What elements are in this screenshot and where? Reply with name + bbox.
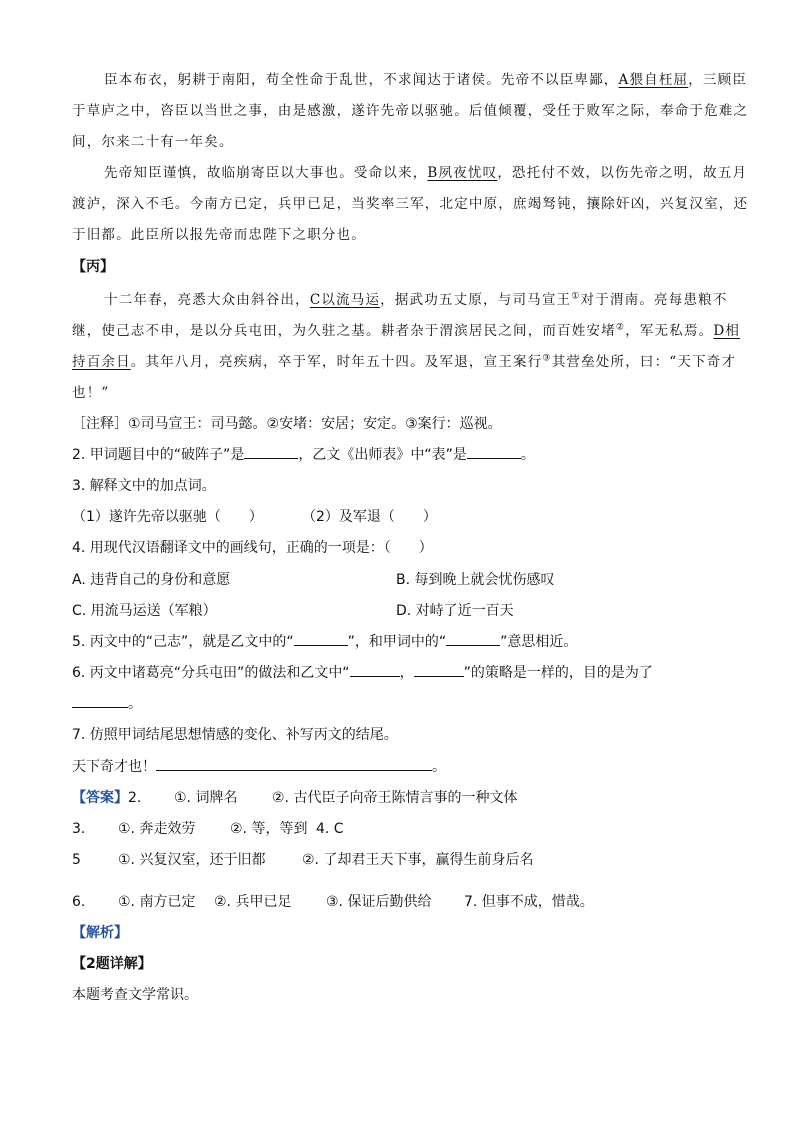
answer-blank xyxy=(294,633,348,646)
text: ，据武功五丈原，与司马宣王 xyxy=(380,292,572,308)
underlined-sentence-b: B夙夜忧叹 xyxy=(427,165,498,181)
text: 。其年八月，亮疾病，卒于军，时年五十四。及军退，宣王案行 xyxy=(130,354,543,370)
answer-row-1 xyxy=(72,787,517,807)
text: ， xyxy=(399,665,414,681)
text: 4. C xyxy=(316,821,344,837)
text: 十二年春，亮悉大众由斜谷出， xyxy=(104,292,310,308)
section-bing-heading: 【丙】 xyxy=(72,259,114,275)
text: ②. 等，等到 xyxy=(230,821,308,837)
text: ”意思相近。 xyxy=(500,634,578,650)
passage-yi-line: 渡泸，深入不毛。今南方已定，兵甲已足，当奖率三军，北定中原，庶竭驽钝，攘除奸凶，兴复汉室，还 xyxy=(72,196,749,212)
option-b: B. 每到晚上就会忧伤感叹 xyxy=(396,572,555,588)
text: 。 xyxy=(128,696,142,712)
underlined-sentence-a: A猥自枉屈 xyxy=(618,72,689,88)
question-4: 4. 用现代汉语翻译文中的画线句，正确的一项是：（ ） xyxy=(72,540,433,556)
text: ，军无私焉。 xyxy=(625,323,714,339)
passage-yi-line: 间，尔来二十有一年矣。 xyxy=(72,134,234,150)
text: 5. 丙文中的“己志”，就是乙文中的“ xyxy=(72,634,294,650)
text: ①. 南方已定 xyxy=(118,894,196,910)
answer-blank xyxy=(446,633,500,646)
passage-yi-line xyxy=(104,68,747,88)
answer-blank xyxy=(467,446,521,459)
question-7-answer-line xyxy=(72,756,446,776)
text: 天下奇才也！ xyxy=(72,759,156,775)
passage-yi-line xyxy=(104,161,747,181)
option-a: A. 违背自己的身份和意愿 xyxy=(72,572,231,588)
text: ②. 了却君王天下事，赢得生前身后名 xyxy=(302,852,534,868)
question-5 xyxy=(72,631,577,651)
detail-label: 【2题详解】 xyxy=(72,956,152,972)
underlined-sentence-d-cont: 持百余日 xyxy=(72,354,131,370)
text: ，三顾臣 xyxy=(688,72,748,88)
answer-blank xyxy=(72,695,128,708)
text: ”的策略是一样的，目的是为了 xyxy=(463,665,653,681)
answer-row-4 xyxy=(72,891,594,911)
answer-label: 【答案】 xyxy=(72,790,128,806)
text: ”，和甲词中的“ xyxy=(347,634,447,650)
text: ①. 奔走效劳 xyxy=(118,821,196,837)
text: 臣本布衣，躬耕于南阳，苟全性命于乱世，不求闻达于诸侯。先帝不以臣卑鄙， xyxy=(104,72,619,88)
note-marker: ② xyxy=(615,322,626,333)
annotation-notes: ［注释］①司马宣王：司马懿。②安堵：安居；安定。③案行：巡视。 xyxy=(72,416,502,432)
option-d: D. 对峙了近一百天 xyxy=(396,603,514,619)
answer-blank xyxy=(350,664,400,677)
question-6 xyxy=(72,662,653,682)
text: ，乙文《出师表》中“表”是 xyxy=(298,447,467,463)
passage-bing-line: 也！” xyxy=(72,385,110,401)
note-marker: ③ xyxy=(542,353,552,364)
text: 其营垒处所，曰：“天下奇才 xyxy=(551,354,737,370)
text: 对于渭南。亮每患粮不 xyxy=(580,292,728,308)
text: 3. xyxy=(72,821,86,837)
answer-blank xyxy=(414,664,464,677)
text: 。 xyxy=(432,759,446,775)
text: 先帝知臣谨慎，故临崩寄臣以大事也。受命以来， xyxy=(104,165,428,181)
text: 6. xyxy=(72,894,86,910)
analysis-label: 【解析】 xyxy=(72,925,128,941)
text: ②. 古代臣子向帝王陈情言事的一种文体 xyxy=(272,790,518,806)
underlined-sentence-d: D相 xyxy=(713,323,741,339)
question-3-item-1: （1）遂许先帝以驱驰（ ） xyxy=(72,509,263,525)
answer-row-3 xyxy=(72,849,533,869)
question-3-item-2: （2）及军退（ ） xyxy=(302,509,437,525)
question-6-cont xyxy=(72,693,142,713)
text: 2. xyxy=(128,790,142,806)
text: ③. 保证后勤供给 xyxy=(326,894,432,910)
question-2 xyxy=(72,444,535,464)
detail-text: 本题考查文学常识。 xyxy=(72,987,198,1003)
passage-bing-line xyxy=(72,319,740,339)
note-marker: ① xyxy=(571,291,581,302)
passage-yi-line: 于草庐之中，咨臣以当世之事，由是感激，遂许先帝以驱驰。后值倾覆，受任于败军之际，奉命于危难之 xyxy=(72,103,749,119)
answer-blank xyxy=(156,758,432,771)
text: ，恐托付不效，以伤先帝之明，故五月 xyxy=(497,165,748,181)
option-c: C. 用流马运送（军粮） xyxy=(72,603,217,619)
passage-yi-line: 于旧都。此臣所以报先帝而忠陛下之职分也。 xyxy=(72,227,366,243)
text: 7. 但事不成，惜哉。 xyxy=(464,894,594,910)
text: 2. 甲词题目中的“破阵子”是 xyxy=(72,447,245,463)
text: 继，使己志不申，是以分兵屯田，为久驻之基。耕者杂于渭滨居民之间，而百姓安堵 xyxy=(72,323,616,339)
question-3: 3. 解释文中的加点词。 xyxy=(72,478,216,494)
passage-bing-line xyxy=(72,350,736,370)
answer-blank xyxy=(244,446,298,459)
underlined-sentence-c: C以流马运 xyxy=(309,292,381,308)
text: ②. 兵甲已足 xyxy=(214,894,292,910)
text: 6. 丙文中诸葛亮“分兵屯田”的做法和乙文中“ xyxy=(72,665,350,681)
passage-bing-line xyxy=(104,288,728,308)
question-7: 7. 仿照甲词结尾思想情感的变化、补写丙文的结尾。 xyxy=(72,727,398,743)
text: ①. 词牌名 xyxy=(174,790,238,806)
text: ①. 兴复汉室，还于旧都 xyxy=(118,852,266,868)
text: 5 xyxy=(72,852,81,868)
answer-row-2 xyxy=(72,818,344,838)
text: 。 xyxy=(520,447,535,463)
